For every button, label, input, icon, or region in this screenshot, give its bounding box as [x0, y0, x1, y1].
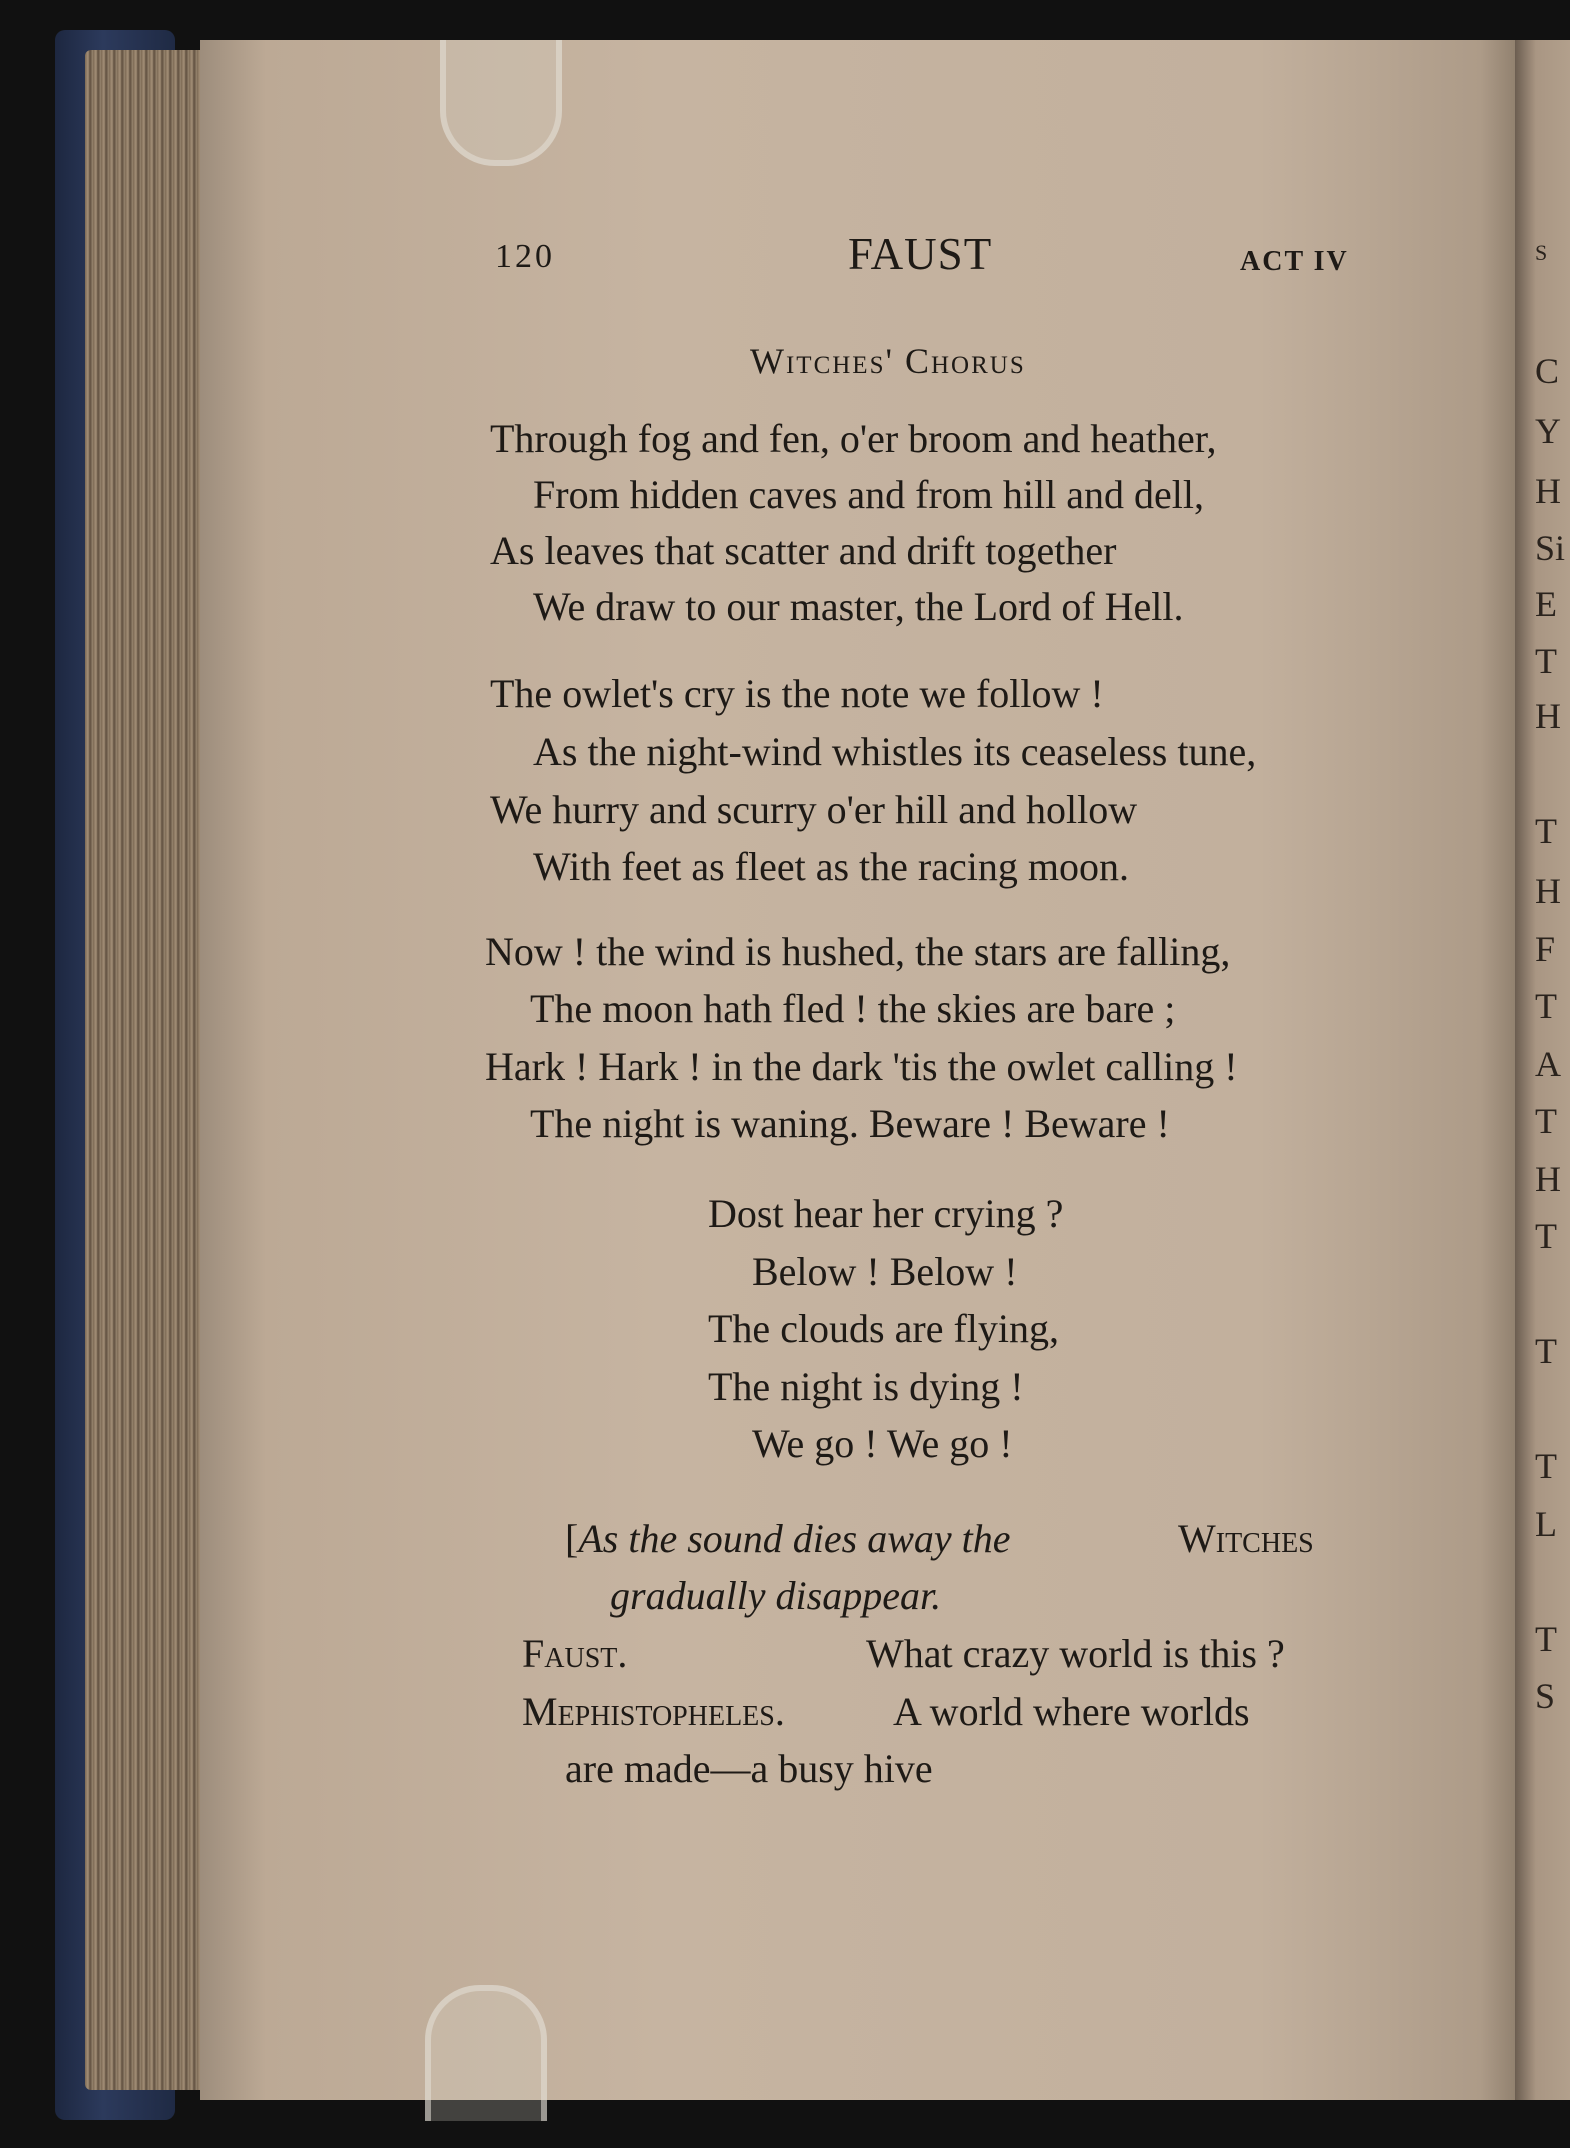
facing-letter: T — [1535, 1101, 1557, 1141]
verse-line: With feet as fleet as the racing moon. — [533, 844, 1129, 889]
stage-witches: Witches — [1178, 1516, 1314, 1561]
verse-line: The moon hath fled ! the skies are bare ; — [530, 986, 1176, 1031]
facing-letter: E — [1535, 584, 1557, 624]
facing-letter: F — [1535, 929, 1556, 969]
verse-line: We go ! We go ! — [752, 1421, 1013, 1466]
facing-letter: T — [1535, 811, 1557, 851]
verse-line: The clouds are flying, — [708, 1306, 1059, 1351]
facing-letter: T — [1535, 986, 1557, 1026]
facing-letter: T — [1535, 1331, 1557, 1371]
facing-letter: T — [1535, 1446, 1557, 1486]
facing-letter: S — [1535, 1676, 1556, 1716]
verse-line: We hurry and scurry o'er hill and hollow — [490, 787, 1138, 832]
verse-line: As the night-wind whistles its ceaseless tune, — [533, 729, 1257, 774]
act-label: ACT IV — [1240, 246, 1349, 277]
stage-direction — [565, 1515, 1011, 1562]
verse-line: We draw to our master, the Lord of Hell. — [533, 584, 1184, 629]
facing-letter: A — [1535, 1044, 1561, 1084]
verse-line: Dost hear her crying ? — [708, 1191, 1064, 1236]
verse-line: As leaves that scatter and drift together — [490, 528, 1117, 573]
stage-italic: As the sound dies away the — [578, 1516, 1011, 1561]
verse-line: The owlet's cry is the note we follow ! — [490, 671, 1104, 716]
facing-letter: T — [1535, 1216, 1557, 1256]
verse-line: From hidden caves and from hill and dell, — [533, 472, 1204, 517]
verse-line: Now ! the wind is hushed, the stars are falling, — [485, 929, 1231, 974]
stage-bracket: [ — [565, 1516, 579, 1561]
running-title: FAUST — [848, 229, 993, 279]
page-clip — [440, 40, 562, 166]
verse-line: The night is waning. Beware ! Beware ! — [530, 1101, 1170, 1146]
verse-line: The night is dying ! — [708, 1364, 1024, 1409]
facing-letter: S — [1535, 240, 1548, 265]
facing-letter: T — [1535, 641, 1557, 681]
section-heading: Witches' Chorus — [750, 341, 1026, 381]
verse-line: Through fog and fen, o'er broom and heather, — [490, 416, 1217, 461]
facing-letter: L — [1535, 1504, 1557, 1544]
speaker-faust: Faust. — [522, 1631, 628, 1676]
facing-letter: Si — [1535, 528, 1566, 568]
facing-letter: Y — [1535, 411, 1561, 451]
facing-letter: C — [1535, 351, 1560, 391]
verse-line: Below ! Below ! — [752, 1249, 1018, 1294]
page-clip — [425, 1985, 547, 2121]
facing-letter: H — [1535, 1159, 1561, 1199]
facing-letter: H — [1535, 471, 1561, 511]
dialogue-text: A world where worlds — [893, 1689, 1250, 1734]
stage-italic: gradually disappear. — [610, 1573, 942, 1618]
stage-direction-cont — [610, 1572, 941, 1619]
dialogue-text: What crazy world is this ? — [866, 1631, 1285, 1676]
dialogue-continuation: are made—a busy hive — [565, 1746, 933, 1791]
facing-letter: H — [1535, 696, 1561, 736]
facing-page — [1515, 40, 1570, 2100]
verse-line: Hark ! Hark ! in the dark 'tis the owlet calling ! — [485, 1044, 1238, 1089]
page-number: 120 — [495, 238, 555, 275]
speaker-mephistopheles: Mephistopheles. — [522, 1689, 785, 1734]
facing-letter: T — [1535, 1619, 1557, 1659]
facing-letter: H — [1535, 871, 1561, 911]
